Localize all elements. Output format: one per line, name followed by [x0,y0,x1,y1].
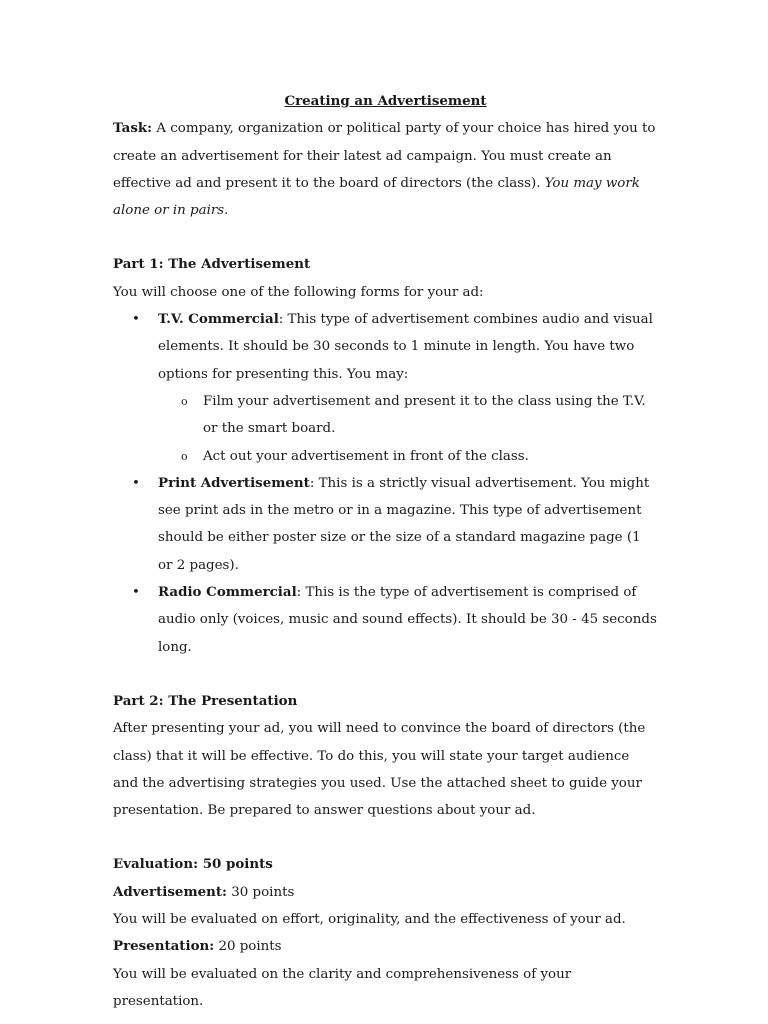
task-italic-note: You may work alone or in pairs [113,175,640,219]
advertisement-criteria: You will be evaluated on effort, originality, and the effectiveness of your ad. [113,912,626,928]
tv-commercial-text: : This type of advertisement combines audio and visual elements. It should be 30 seconds to 1 minute in length. You have two options for presenting this. You may: [158,312,653,382]
tv-option-film: o Film your advertisement and present it to the class using the T.V. or the smart board. [158,388,658,443]
radio-commercial-label: Radio Commercial [158,584,297,601]
task-text: A company, organization or political party of your choice has hired you to create an advertisement for their latest ad campaign. You must create an effective ad and present it to the board of directors (the class). [113,121,656,191]
task-label: Task: [113,120,153,137]
list-item-print-advertisement [113,470,658,579]
task-paragraph [113,115,658,224]
tv-option-act: o Act out your advertisement in front of the class. [158,443,658,470]
evaluation-heading: Evaluation: 50 points [113,856,273,873]
part1-heading: Part 1: The Advertisement [113,256,311,273]
task-end: . [224,203,229,219]
part1-intro: You will choose one of the following forms for your ad: [113,284,484,300]
tv-commercial-label: T.V. Commercial [158,311,279,328]
part2-text: After presenting your ad, you will need to convince the board of directors (the class) that it will be effective. To do this, you will state your target audience and the advertising strategies you used. Use the attached sheet to guide your presentation. Be prepared to answer questions about your ad. [113,721,646,819]
presentation-points: Presentation: 20 points [113,938,282,955]
presentation-criteria: You will be evaluated on the clarity and comprehensiveness of your presentation. [113,966,572,1009]
ad-forms-list [113,306,658,661]
list-item-tv-commercial [113,306,658,470]
print-ad-text: : This is a strictly visual advertisement. You might see print ads in the metro or in a magazine. This type of advertisement should be either poster size or the size of a standard magazine page (1 or 2 pages). [158,475,650,573]
tv-options-list [158,388,658,470]
radio-commercial-text: : This is the type of advertisement is comprised of audio only (voices, music and sound effects). It should be 30 - 45 seconds long. [158,585,657,655]
print-ad-label: Print Advertisement [158,474,310,491]
document-page [113,88,658,1015]
document-title: Creating an Advertisement [284,93,487,109]
advertisement-points: Advertisement: 30 points [113,883,295,900]
list-item-radio-commercial [113,579,658,661]
part2-heading: Part 2: The Presentation [113,692,298,709]
